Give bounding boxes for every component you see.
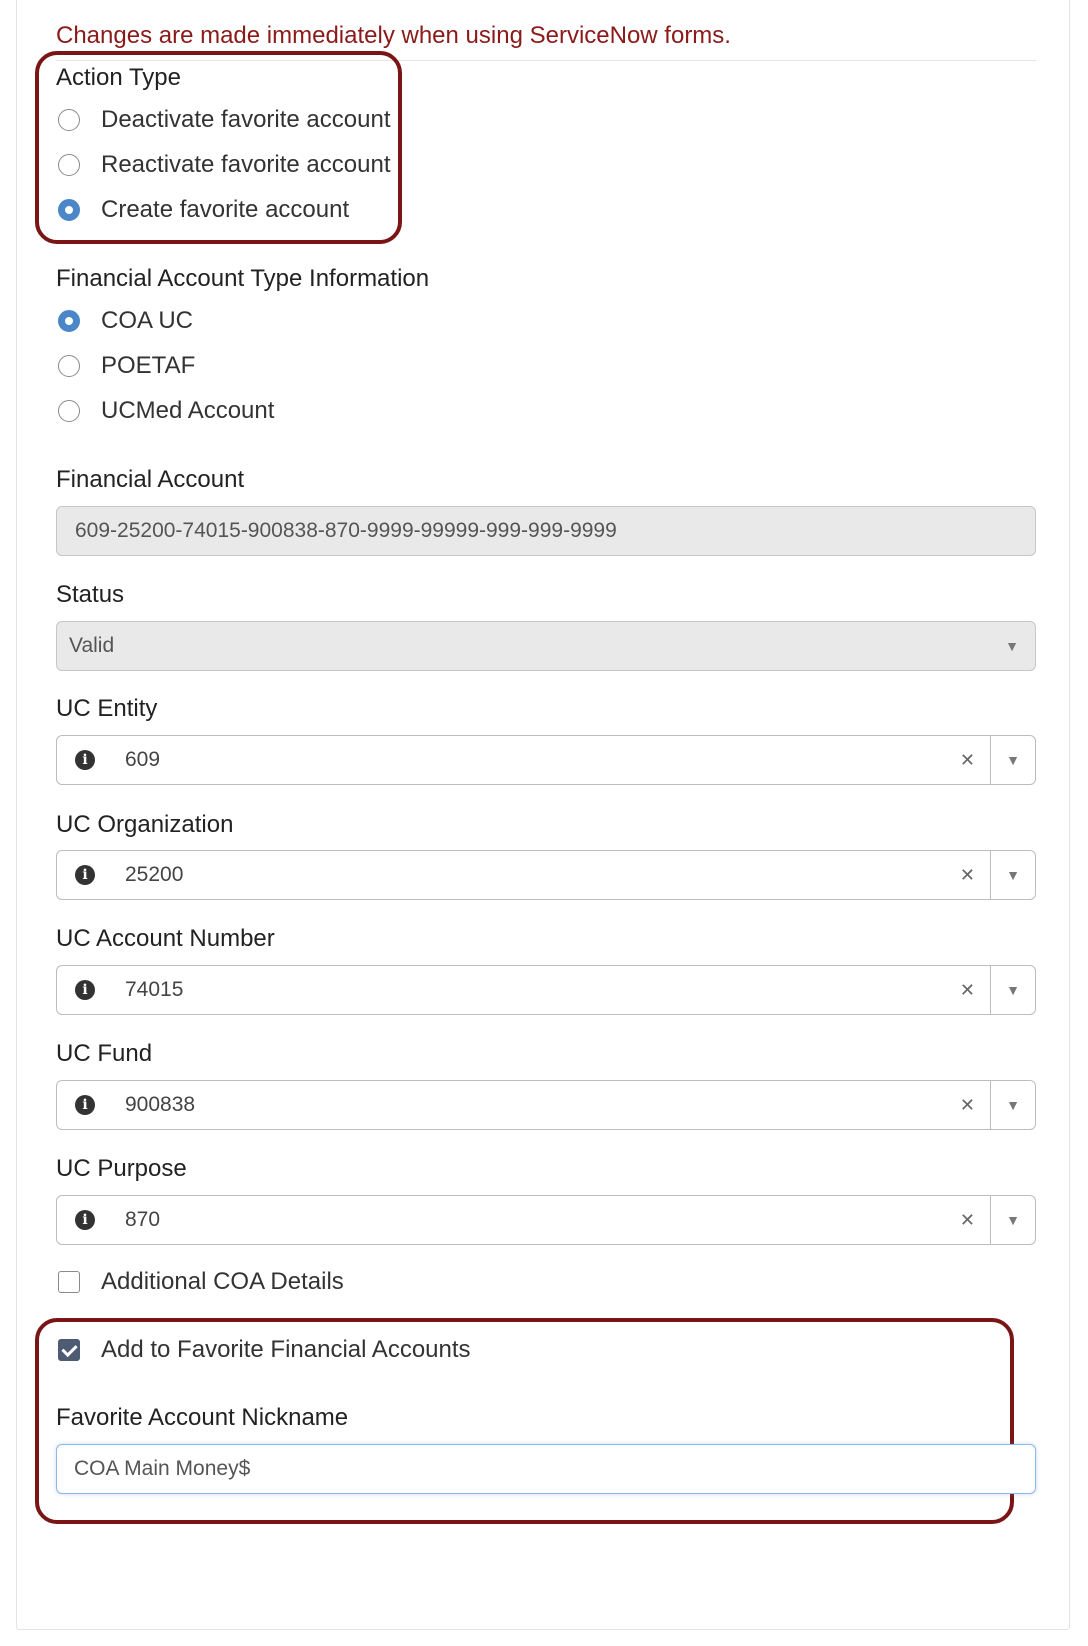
radio-create-favorite[interactable]: [58, 194, 349, 226]
chevron-down-icon[interactable]: ▼: [1006, 1212, 1020, 1228]
uc-fund-value: 900838: [125, 1093, 196, 1116]
radio-icon[interactable]: [58, 154, 80, 176]
checkbox-checked-icon[interactable]: [58, 1339, 80, 1361]
radio-label: COA UC: [101, 307, 194, 334]
field-divider: [990, 966, 991, 1014]
field-divider: [990, 851, 991, 899]
uc-account-number-value: 74015: [125, 978, 184, 1001]
checkbox-icon[interactable]: [58, 1271, 80, 1293]
field-divider: [990, 1081, 991, 1129]
radio-label: Reactivate favorite account: [101, 151, 391, 178]
field-divider: [990, 1196, 991, 1244]
info-icon[interactable]: i: [75, 750, 95, 770]
uc-fund-label: UC Fund: [56, 1040, 153, 1067]
clear-icon[interactable]: ✕: [959, 865, 975, 885]
radio-poetaf[interactable]: [58, 350, 195, 382]
chevron-down-icon[interactable]: ▼: [1006, 752, 1020, 768]
action-type-label: Action Type: [56, 64, 181, 91]
uc-fund-field[interactable]: [56, 1080, 1036, 1130]
radio-ucmed-account[interactable]: [58, 395, 274, 427]
financial-account-field: [56, 506, 1036, 556]
info-icon[interactable]: i: [75, 980, 95, 1000]
uc-organization-value: 25200: [125, 863, 184, 886]
account-type-label: Financial Account Type Information: [56, 265, 430, 292]
uc-entity-value: 609: [125, 748, 161, 771]
uc-organization-label: UC Organization: [56, 811, 234, 838]
radio-label: UCMed Account: [101, 397, 275, 424]
radio-icon[interactable]: [58, 109, 80, 131]
uc-organization-field[interactable]: [56, 850, 1036, 900]
uc-purpose-value: 870: [125, 1208, 161, 1231]
info-icon[interactable]: i: [75, 1095, 95, 1115]
clear-icon[interactable]: ✕: [959, 750, 975, 770]
chevron-down-icon[interactable]: ▼: [1006, 867, 1020, 883]
radio-selected-icon[interactable]: [58, 199, 80, 221]
radio-icon[interactable]: [58, 355, 80, 377]
info-icon[interactable]: i: [75, 865, 95, 885]
checkbox-label: Additional COA Details: [101, 1268, 344, 1295]
checkbox-label: Add to Favorite Financial Accounts: [101, 1336, 471, 1363]
clear-icon[interactable]: ✕: [959, 1210, 975, 1230]
chevron-down-icon[interactable]: ▼: [1006, 982, 1020, 998]
financial-account-label: Financial Account: [56, 466, 245, 493]
nickname-label: Favorite Account Nickname: [56, 1404, 349, 1431]
radio-reactivate-favorite[interactable]: [58, 149, 391, 181]
radio-coa-uc[interactable]: [58, 305, 193, 337]
uc-entity-label: UC Entity: [56, 695, 158, 722]
clear-icon[interactable]: ✕: [959, 1095, 975, 1115]
radio-deactivate-favorite[interactable]: [58, 104, 391, 136]
status-label: Status: [56, 581, 125, 608]
radio-label: Deactivate favorite account: [101, 106, 391, 133]
nickname-input[interactable]: [56, 1444, 1036, 1494]
radio-label: POETAF: [101, 352, 196, 379]
clear-icon[interactable]: ✕: [959, 980, 975, 1000]
financial-account-value: 609-25200-74015-900838-870-9999-99999-999-999-9999: [75, 519, 617, 542]
add-to-favorites-checkbox[interactable]: [58, 1334, 471, 1366]
chevron-down-icon: ▼: [1005, 638, 1019, 654]
uc-purpose-label: UC Purpose: [56, 1155, 187, 1182]
radio-label: Create favorite account: [101, 196, 350, 223]
uc-account-number-label: UC Account Number: [56, 925, 275, 952]
status-value: Valid: [69, 634, 115, 657]
field-divider: [990, 736, 991, 784]
chevron-down-icon[interactable]: ▼: [1006, 1097, 1020, 1113]
info-icon[interactable]: i: [75, 1210, 95, 1230]
uc-purpose-field[interactable]: [56, 1195, 1036, 1245]
uc-account-number-field[interactable]: [56, 965, 1036, 1015]
radio-selected-icon[interactable]: [58, 310, 80, 332]
radio-icon[interactable]: [58, 400, 80, 422]
status-select[interactable]: [56, 621, 1036, 671]
additional-coa-details-checkbox[interactable]: [58, 1266, 344, 1298]
uc-entity-field[interactable]: [56, 735, 1036, 785]
notice-text: Changes are made immediately when using ServiceNow forms.: [56, 22, 731, 49]
